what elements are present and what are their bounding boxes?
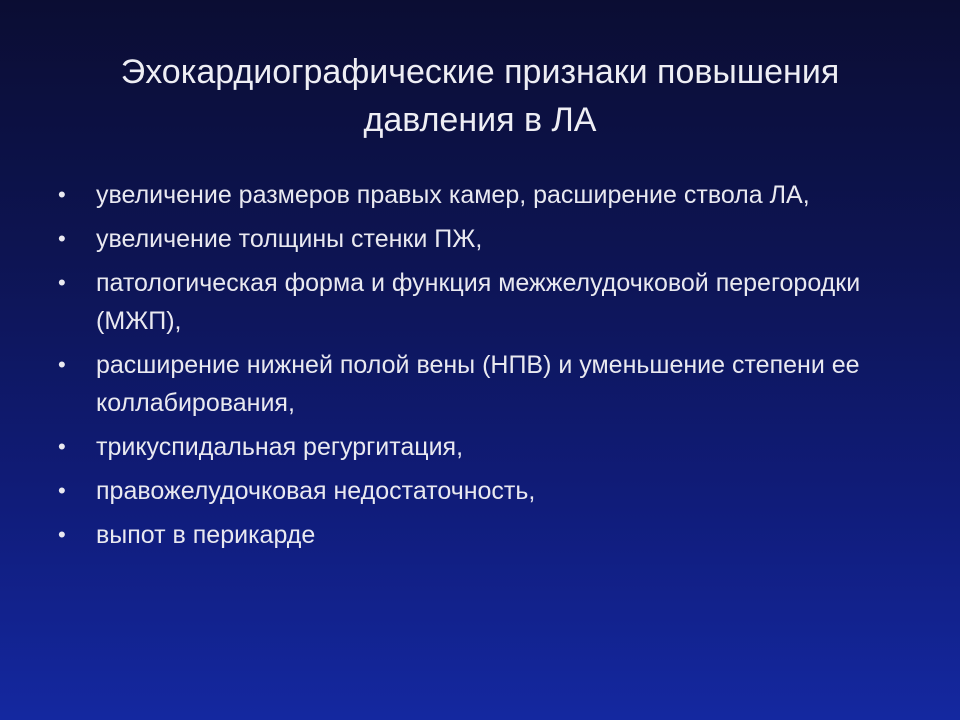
title-line-1: Эхокардиографические признаки повышения [120,53,840,91]
bullet-icon: • [58,352,66,377]
bullet-item-rv-wall-thickness [58,220,878,258]
bullet-text: патологическая форма и функция межжелудочковой перегородки (МЖП), [96,269,861,335]
bullet-item-chamber-enlargement [58,176,878,214]
bullet-item-tricuspid-regurgitation [58,428,878,466]
bullet-icon: • [58,522,66,547]
bullet-text: увеличение размеров правых камер, расширение ствола ЛА, [96,181,810,209]
slide-title [48,48,912,144]
bullet-icon: • [58,434,66,459]
bullet-list [58,176,878,560]
bullet-item-pericardial-effusion [58,516,878,554]
bullet-text: увеличение толщины стенки ПЖ, [96,225,483,253]
bullet-icon: • [58,226,66,251]
bullet-item-septum [58,264,878,340]
bullet-text: правожелудочковая недостаточность, [96,477,536,505]
title-line-2: давления в ЛА [363,101,597,139]
bullet-item-ivc [58,346,878,422]
bullet-text: выпот в перикарде [96,521,316,549]
bullet-icon: • [58,182,66,207]
bullet-text: расширение нижней полой вены (НПВ) и уменьшение степени ее коллабирования, [96,351,860,417]
bullet-icon: • [58,270,66,295]
bullet-icon: • [58,478,66,503]
bullet-item-rv-failure [58,472,878,510]
bullet-text: трикуспидальная регургитация, [96,433,464,461]
